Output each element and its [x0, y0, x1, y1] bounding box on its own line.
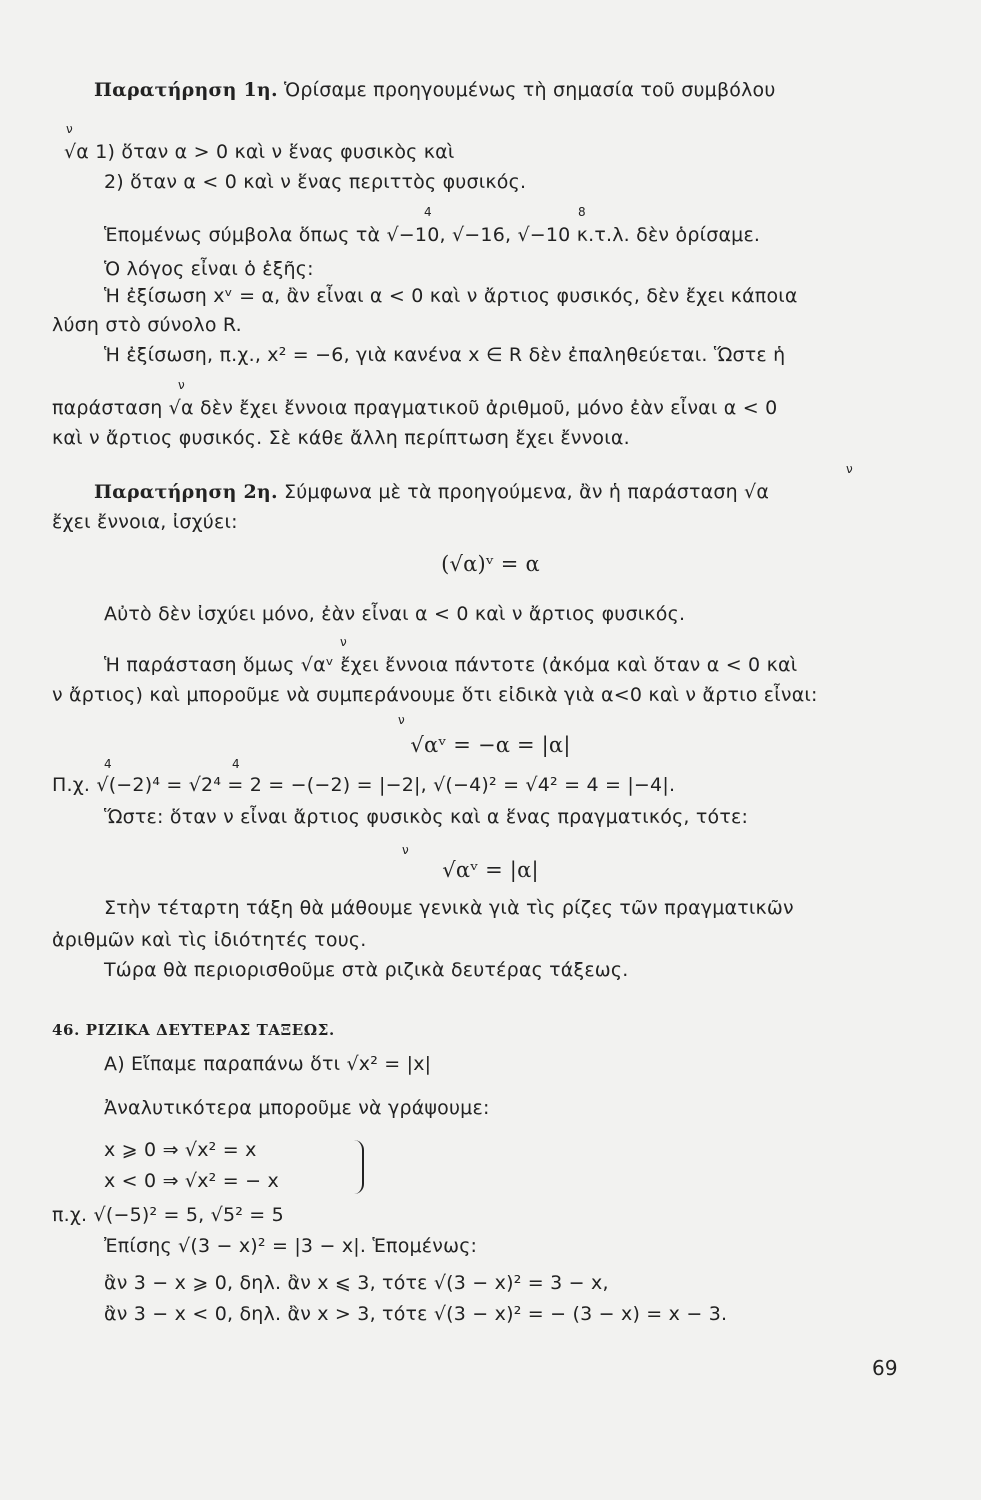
root-index-i10: ν	[402, 843, 409, 857]
text-line-l27	[104, 1234, 477, 1258]
text-line-l01	[94, 78, 776, 102]
line-text: Ἡ παράσταση ὅμως √αᵛ ἔχει ἔννοια πάντοτε (ἀκόμα καὶ ὅταν α < 0 καὶ	[104, 654, 798, 676]
text-line-l24	[104, 1138, 257, 1162]
line-text: √α 1) ὅταν α > 0 καὶ ν ἕνας φυσικὸς καὶ	[64, 141, 455, 163]
line-text: Ἑπομένως σύμβολα ὅπως τὰ √−10, √−16, √−10 κ.τ.λ. δὲν ὁρίσαμε.	[104, 224, 761, 246]
root-index-i05: ν	[846, 462, 853, 476]
text-line-l10	[52, 426, 630, 450]
text-line-l09	[52, 396, 777, 420]
root-index-i01: ν	[66, 122, 73, 136]
text-line-l12	[52, 510, 238, 534]
line-text: Ἡ ἐξίσωση xᵛ = α, ἂν εἶναι α < 0 καὶ ν ἄρτιος φυσικός, δὲν ἔχει κάποια	[104, 285, 798, 307]
line-text: Ὥστε: ὅταν ν εἶναι ἄρτιος φυσικὸς καὶ α ἕνας πραγματικός, τότε:	[104, 806, 749, 828]
line-text: Ἡ ἐξίσωση, π.χ., x² = −6, γιὰ κανένα x ∈ R δὲν ἐπαληθεύεται. Ὥστε ἡ	[104, 344, 786, 366]
right-brace	[350, 1140, 364, 1194]
line-text: Ὁ λόγος εἶναι ὁ ἑξῆς:	[104, 258, 314, 280]
text-line-l07	[52, 313, 242, 337]
text-line-l23	[104, 1096, 490, 1120]
line-text: λύση στὸ σύνολο R.	[52, 314, 242, 336]
text-line-l28	[104, 1271, 609, 1295]
text-line-l17	[104, 805, 748, 829]
line-text: Στὴν τέταρτη τάξη θὰ μάθουμε γενικὰ γιὰ τὶς ρίζες τῶν πραγματικῶν	[104, 897, 794, 919]
root-index-i04: ν	[178, 378, 185, 392]
section-heading: 46. ΡΙΖΙΚΑ ΔΕΥΤΕΡΑΣ ΤΑΞΕΩΣ.	[52, 1021, 335, 1039]
line-text: Ἀναλυτικότερα μποροῦμε νὰ γράψουμε:	[104, 1097, 490, 1119]
display-formula-f01: (√α)ᵛ = α	[441, 552, 540, 576]
display-formula-f02: √αᵛ = −α = |α|	[410, 733, 571, 757]
line-text: ἂν 3 − x ⩾ 0, δηλ. ἂν x ⩽ 3, τότε √(3 − x)² = 3 − x,	[104, 1272, 609, 1294]
text-line-l13	[104, 602, 685, 626]
text-line-l11	[94, 480, 769, 504]
root-index-i08: 4	[104, 757, 112, 771]
text-line-l26	[52, 1203, 284, 1227]
line-text: Ὁρίσαμε προηγουμένως τὴ σημασία τοῦ συμβόλου	[277, 79, 776, 101]
line-text: 2) ὅταν α < 0 καὶ ν ἕνας περιττὸς φυσικός.	[104, 171, 527, 193]
line-text: ἔχει ἔννοια, ἰσχύει:	[52, 511, 238, 533]
remark-label: Παρατήρηση 2η.	[94, 481, 278, 503]
text-line-l25	[104, 1169, 279, 1193]
text-line-l20	[104, 958, 629, 982]
text-line-l29	[104, 1302, 727, 1326]
text-line-l19	[52, 928, 366, 952]
line-text: x < 0 ⇒ √x² = − x	[104, 1170, 279, 1192]
root-index-i09: 4	[232, 757, 240, 771]
line-text: ν ἄρτιος) καὶ μποροῦμε νὰ συμπεράνουμε ὅτι εἰδικὰ γιὰ α<0 καὶ ν ἄρτιο εἶναι:	[52, 684, 818, 706]
text-line-l22	[104, 1052, 431, 1076]
root-index-i02: 4	[424, 205, 432, 219]
text-line-l02	[64, 140, 455, 164]
line-text: παράσταση √α δὲν ἔχει ἔννοια πραγματικοῦ ἀριθμοῦ, μόνο ἐὰν εἶναι α < 0	[52, 397, 778, 419]
text-line-l06	[104, 284, 798, 308]
line-text: ἀριθμῶν καὶ τὶς ἰδιότητές τους.	[52, 929, 367, 951]
root-index-i07: ν	[398, 713, 405, 727]
line-text: Α) Εἴπαμε παραπάνω ὅτι √x² = |x|	[104, 1053, 432, 1075]
line-text: x ⩾ 0 ⇒ √x² = x	[104, 1139, 257, 1161]
text-line-l08	[104, 343, 785, 367]
text-line-l14	[104, 653, 797, 677]
line-text: Τώρα θὰ περιορισθοῦμε στὰ ριζικὰ δευτέρας τάξεως.	[104, 959, 629, 981]
root-index-i03: 8	[578, 205, 586, 219]
remark-label: Παρατήρηση 1η.	[94, 79, 278, 101]
text-line-l15	[52, 683, 818, 707]
line-text: π.χ. √(−5)² = 5, √5² = 5	[52, 1204, 284, 1226]
display-formula-f03: √αᵛ = |α|	[442, 858, 539, 882]
line-text: Π.χ. √(−2)⁴ = √2⁴ = 2 = −(−2) = |−2|, √(−4)² = √4² = 4 = |−4|.	[52, 774, 676, 796]
text-line-l05	[104, 257, 314, 281]
root-index-i06: ν	[340, 635, 347, 649]
text-line-l16	[52, 773, 675, 797]
text-line-l04	[104, 223, 760, 247]
page-number: 69	[872, 1356, 898, 1380]
text-line-l03	[104, 170, 526, 194]
line-text: Σύμφωνα μὲ τὰ προηγούμενα, ἂν ἡ παράσταση √α	[277, 481, 770, 503]
line-text: ἂν 3 − x < 0, δηλ. ἂν x > 3, τότε √(3 − x)² = − (3 − x) = x − 3.	[104, 1303, 728, 1325]
text-line-l18	[104, 896, 794, 920]
line-text: Ἐπίσης √(3 − x)² = |3 − x|. Ἑπομένως:	[104, 1235, 478, 1257]
line-text: καὶ ν ἄρτιος φυσικός. Σὲ κάθε ἄλλη περίπτωση ἔχει ἔννοια.	[52, 427, 630, 449]
line-text: Αὐτὸ δὲν ἰσχύει μόνο, ἐὰν εἶναι α < 0 καὶ ν ἄρτιος φυσικός.	[104, 603, 686, 625]
